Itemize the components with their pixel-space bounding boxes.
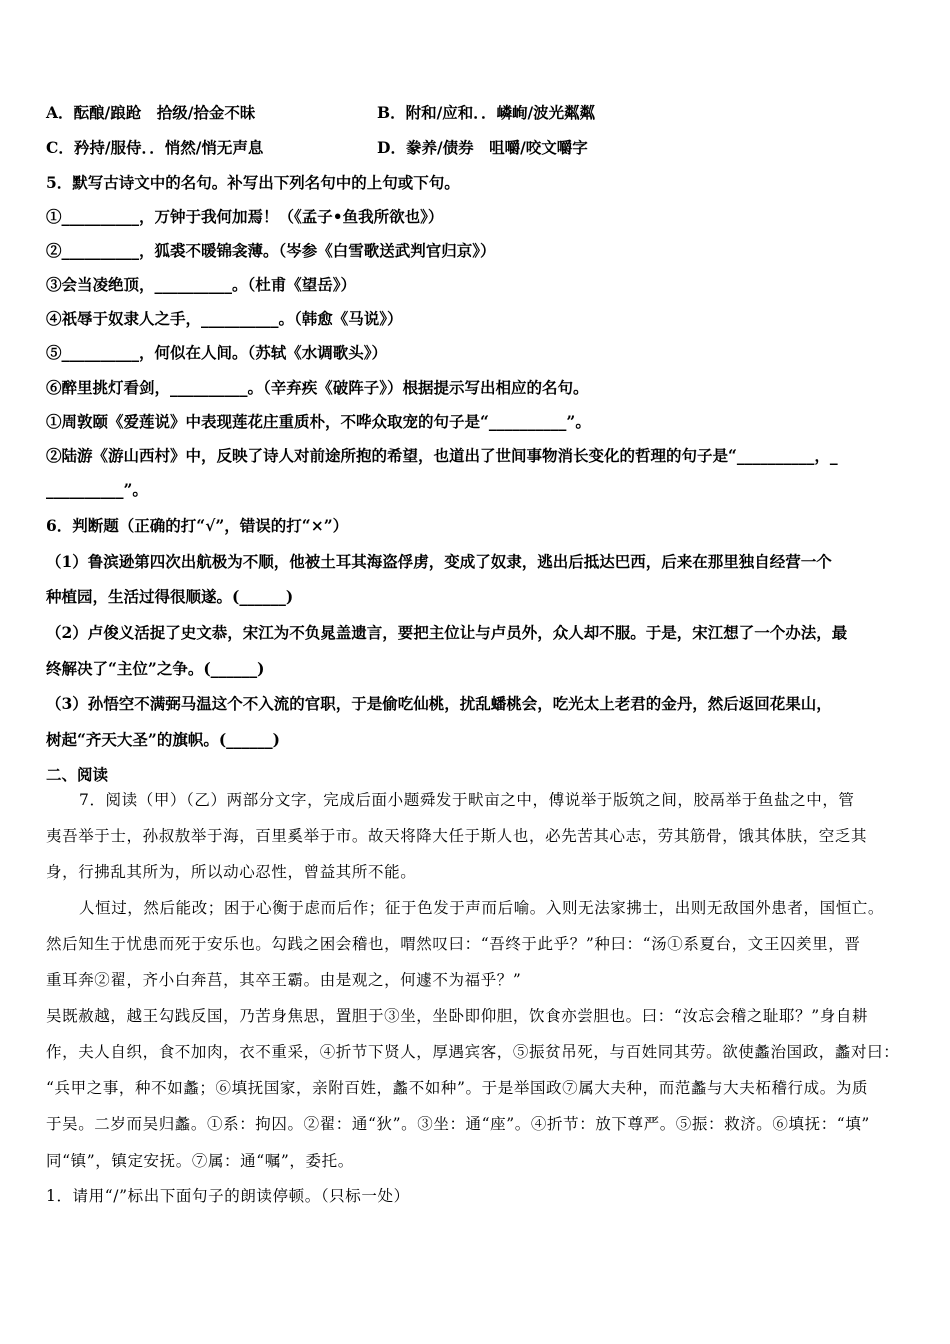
option-b — [377, 101, 595, 123]
option-d-label: D． — [377, 138, 406, 157]
option-b-text: 附和/应和．．嶙峋/波光粼粼 — [405, 103, 596, 122]
subquestion-1: 1．请用“/”标出下面句子的朗读停顿。（只标一处） — [46, 1187, 410, 1205]
q5-item-2: ②__________，狐裘不暖锦衾薄。（岑参《白雪歌送武判官归京》） — [46, 241, 496, 260]
option-c-label: C． — [46, 138, 74, 157]
q6-line-3: （2）卢俊义活捉了史文恭，宋江为不负晁盖遗言，要把主位让与卢员外，众人却不服。于是，宋江想了一个办法，最 — [46, 623, 848, 642]
reading-line-8: 作，夫人自织，食不加肉，衣不重采，④折节下贤人，厚遇宾客，⑤振贫吊死，与百姓同其劳。欲使蠡治国政，蠡对曰： — [46, 1043, 900, 1061]
q6-line-4: 终解决了“主位”之争。(______) — [46, 659, 265, 678]
q6-line-5: （3）孙悟空不满弼马温这个不入流的官职，于是偷吃仙桃，扰乱蟠桃会，吃光太上老君的金丹，然后返回花果山， — [46, 694, 832, 713]
option-a-text: 酝酿/踉跄 拾级/拾金不昧 — [73, 103, 256, 122]
q5-item-4: ④祇辱于奴隶人之手，__________。（韩愈《马说》） — [46, 309, 403, 328]
q6-title: 6．判断题（正确的打“√”，错误的打“×”） — [46, 516, 349, 535]
option-a-label: A． — [46, 103, 74, 122]
q5-item-8: ②陆游《游山西村》中，反映了诗人对前途所抱的希望，也道出了世间事物消长变化的哲理的句子是“__________，_ — [46, 446, 838, 465]
q5-item-9: __________”。 — [46, 480, 148, 499]
reading-line-10: 于吴。二岁而吴归蠡。①系：拘囚。②翟：通“狄”。③坐：通“座”。④折节：放下尊严。⑤振：救济。⑥填抚：“填” — [46, 1115, 870, 1133]
q5-title: 5．默写古诗文中的名句。补写出下列名句中的上句或下句。 — [46, 173, 460, 192]
option-a — [46, 101, 255, 123]
q6-line-2: 种植园，生活过得很顺遂。(______) — [46, 587, 294, 606]
option-d — [377, 136, 588, 158]
reading-line-5: 然后知生于忧患而死于安乐也。勾践之困会稽也，喟然叹曰：“吾终于此乎？”种曰：“汤①系夏台，文王囚羑里，晋 — [46, 935, 861, 953]
reading-line-4: 人恒过，然后能改；困于心衡于虑而后作；征于色发于声而后喻。入则无法家拂士，出则无敌国外患者，国恒亡。 — [79, 899, 885, 917]
q5-item-5: ⑤__________，何似在人间。（苏轼《水调歌头》） — [46, 343, 388, 362]
option-c — [46, 136, 263, 158]
option-b-label: B． — [377, 103, 406, 122]
q5-item-1: ①__________，万钟于我何加焉！（《孟子•鱼我所欲也》） — [46, 207, 444, 226]
reading-line-3: 身，行拂乱其所为，所以动心忍性，曾益其所不能。 — [46, 863, 417, 881]
reading-line-6: 重耳奔②翟，齐小白奔莒，其卒王霸。由是观之，何遽不为福乎？” — [46, 971, 522, 989]
section-heading: 二、阅读 — [46, 765, 109, 784]
reading-line-9: “兵甲之事，种不如蠡；⑥填抚国家，亲附百姓，蠡不如种”。于是举国政⑦属大夫种，而范蠡与大夫柘稽行成。为质 — [46, 1079, 869, 1097]
q5-item-6: ⑥醉里挑灯看剑，__________。（辛弃疾《破阵子》）根据提示写出相应的名句。 — [46, 378, 589, 397]
reading-line-11: 同“镇”，镇定安抚。⑦属：通“嘱”，委托。 — [46, 1152, 354, 1170]
reading-line-2: 夷吾举于士，孙叔敖举于海，百里奚举于市。故天将降大任于斯人也，必先苦其心志，劳其筋骨，饿其体肤，空乏其 — [46, 827, 868, 845]
q6-line-1: （1）鲁滨逊第四次出航极为不顺，他被土耳其海盗俘虏，变成了奴隶，逃出后抵达巴西，后来在那里独自经营一个 — [46, 552, 832, 571]
option-d-text: 豢养/债券 咀嚼/咬文嚼字 — [405, 138, 588, 157]
reading-line-7: 吴既赦越，越王勾践反国，乃苦身焦思，置胆于③坐，坐卧即仰胆，饮食亦尝胆也。曰：“汝忘会稽之耻耶？”身自耕 — [46, 1007, 869, 1025]
q5-item-3: ③会当凌绝顶，__________。（杜甫《望岳》） — [46, 275, 357, 294]
option-c-text: 矜持/服侍．．悄然/悄无声息 — [73, 138, 264, 157]
q5-item-7: ①周敦颐《爱莲说》中表现莲花庄重质朴，不哗众取宠的句子是“__________”。 — [46, 412, 591, 431]
q6-line-6: 树起“齐天大圣”的旗帜。(______) — [46, 730, 280, 749]
reading-line-1: 7．阅读（甲）（乙）两部分文字，完成后面小题舜发于畎亩之中，傅说举于版筑之间，胶鬲举于鱼盐之中，管 — [79, 791, 855, 809]
